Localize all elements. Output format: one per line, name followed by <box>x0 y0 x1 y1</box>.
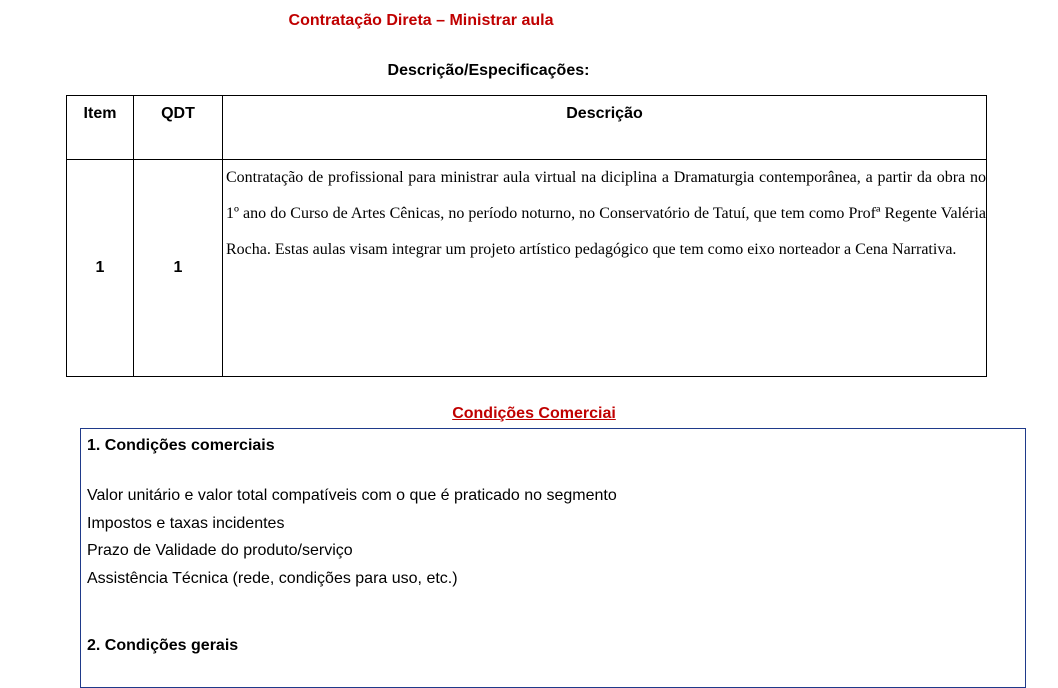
list-item: Impostos e taxas incidentes <box>87 514 285 532</box>
list-item: Assistência Técnica (rede, condições para uso, etc.) <box>87 569 458 587</box>
specifications-table <box>66 95 987 377</box>
document-title: Contratação Direta – Ministrar aula <box>288 12 554 29</box>
general-conditions-title: 2. Condições gerais <box>87 637 239 654</box>
commercial-conditions-list <box>87 482 1019 592</box>
cell-descricao: Contratação de profissional para ministrar aula virtual na diciplina a Dramaturgia contemporânea, a partir da obra no 1º ano do Curso de Artes Cênicas, no período noturno, no Conservatório de Tatuí, que tem como Profª Regente Valéria Rocha. Estas aulas visam integrar um projeto artístico pedagógico que tem como eixo norteador a Cena Narrativa. <box>223 160 987 377</box>
cell-qdt: 1 <box>134 160 223 377</box>
cell-item: 1 <box>67 160 134 377</box>
commercial-conditions-title: 1. Condições comerciais <box>87 437 275 454</box>
table-row <box>67 160 987 377</box>
table-header-row <box>67 96 987 160</box>
list-item: Prazo de Validade do produto/serviço <box>87 542 353 559</box>
conditions-box <box>80 428 1026 688</box>
specifications-heading: Descrição/Especificações: <box>387 62 590 79</box>
column-header-item: Item <box>67 96 134 160</box>
column-header-descricao: Descrição <box>223 96 987 160</box>
list-item: Valor unitário e valor total compatíveis com o que é praticado no segmento <box>87 487 617 504</box>
commercial-conditions-heading: Condições Comerciai <box>452 405 616 422</box>
column-header-qdt: QDT <box>134 96 223 160</box>
